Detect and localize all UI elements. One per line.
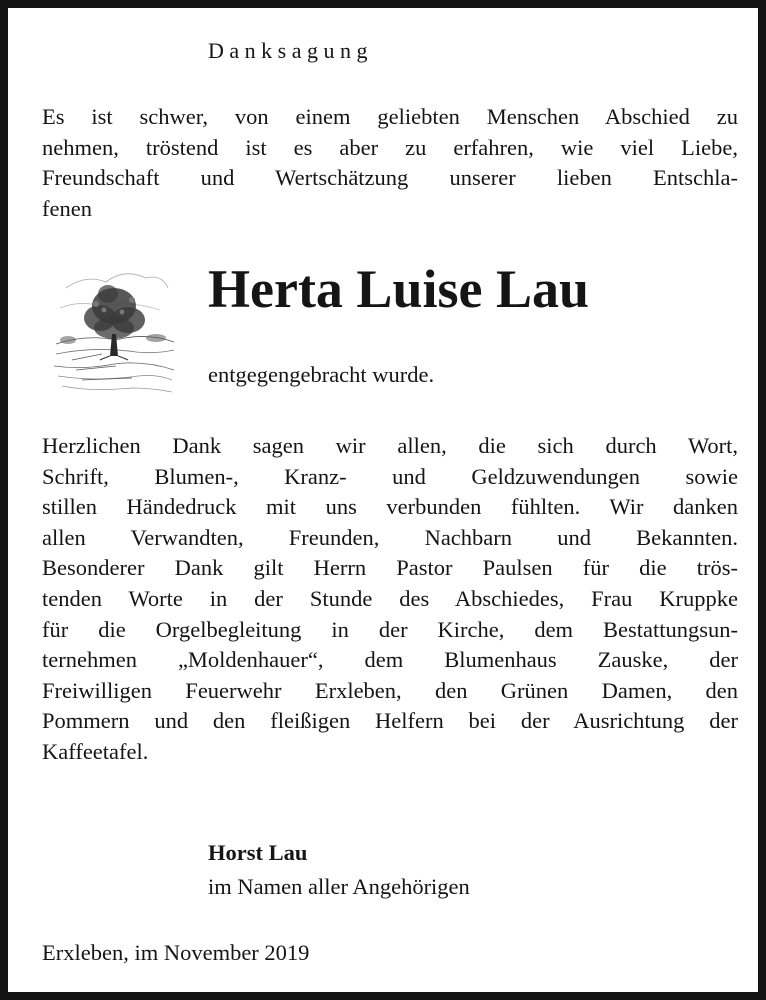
after-name-text: entgegengebracht wurde. <box>208 362 435 387</box>
thanks-line: Kaffeetafel. <box>42 738 149 764</box>
intro-paragraph <box>42 102 738 224</box>
place-date: Erxleben, im November 2019 <box>42 940 310 965</box>
intro-line: fenen <box>42 195 92 221</box>
signature-name: Horst Lau <box>208 840 308 865</box>
thanks-line: allen Verwandten, Freunden, Nachbarn und Bekannten. <box>42 524 738 550</box>
thanks-line: für die Orgelbegleitung in der Kirche, dem Bestattungsun- <box>42 616 738 642</box>
intro-line: Es ist schwer, von einem geliebten Menschen Abschied zu <box>42 104 738 129</box>
notice-heading: Danksagung <box>208 38 373 63</box>
tree-landscape-icon <box>52 248 176 396</box>
signature-subtitle: im Namen aller Angehörigen <box>208 874 470 899</box>
intro-line: Freundschaft und Wertschätzung unserer lieben Entschla- <box>42 165 738 191</box>
thanks-line: Besonderer Dank gilt Herrn Pastor Paulsen für die trös- <box>42 555 738 581</box>
thanks-line: stillen Händedruck mit uns verbunden fühlten. Wir danken <box>42 494 738 520</box>
thanks-line: ternehmen „Moldenhauer“, dem Blumenhaus Zauske, der <box>42 647 738 673</box>
thanks-line: tenden Worte in der Stunde des Abschiedes, Frau Kruppke <box>42 585 738 611</box>
thanks-line: Pommern und den fleißigen Helfern bei der Ausrichtung der <box>42 708 738 734</box>
thanks-line: Herzlichen Dank sagen wir allen, die sich durch Wort, <box>42 433 738 458</box>
thanks-line: Schrift, Blumen-, Kranz- und Geldzuwendungen sowie <box>42 463 738 489</box>
thanks-paragraph <box>42 431 738 768</box>
deceased-name: Herta Luise Lau <box>208 259 590 319</box>
intro-line: nehmen, tröstend ist es aber zu erfahren, wie viel Liebe, <box>42 134 738 160</box>
thanks-line: Freiwilligen Feuerwehr Erxleben, den Grünen Damen, den <box>42 677 738 703</box>
